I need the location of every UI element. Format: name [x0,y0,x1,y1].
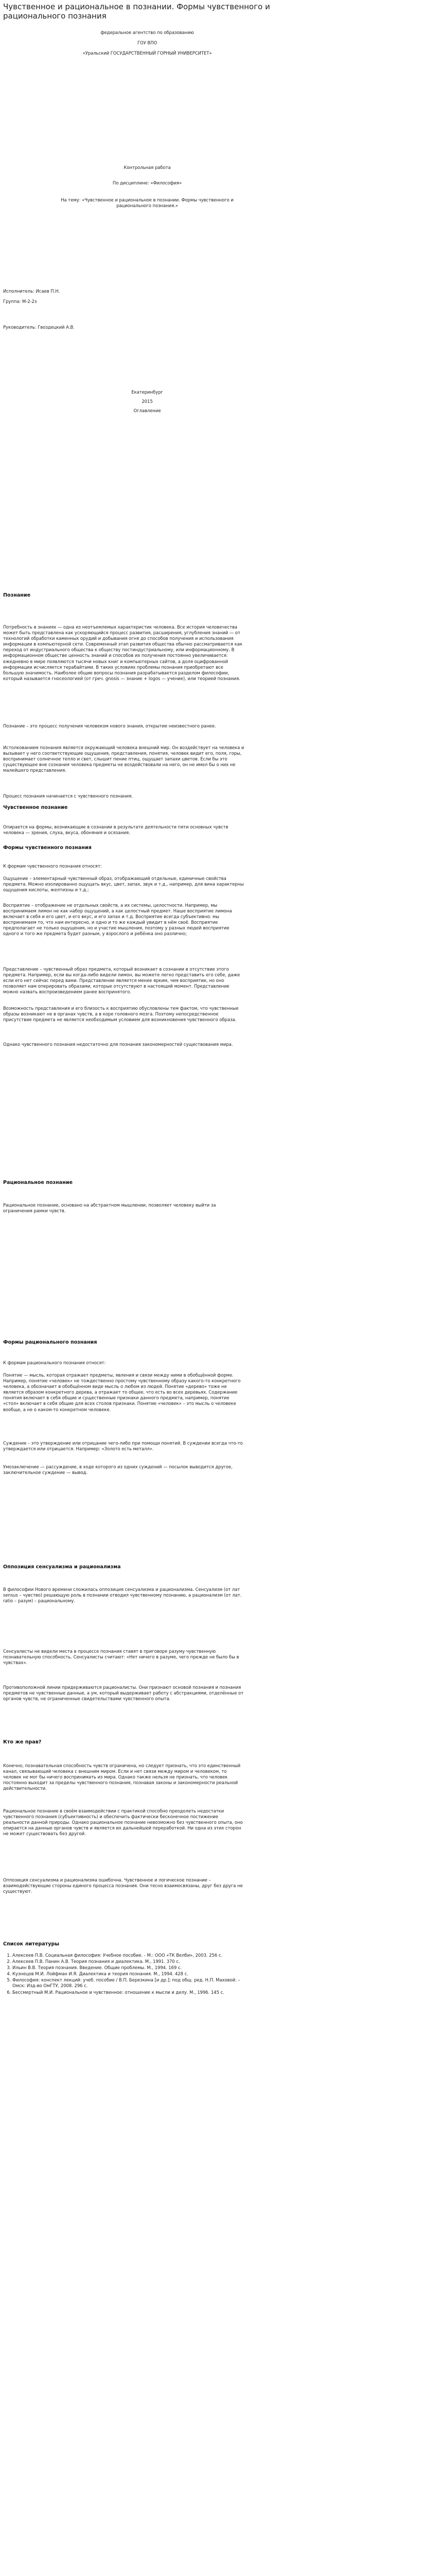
sensory-limit: Однако чувственного познания недостаточно для познания закономерностей существования мира. [3,1042,233,1047]
literature-item: 6. Бессмертный М.И. Рациональное и чувственное: отношение к мысли и делу. М., 1996. 145 с. [12,1990,254,1995]
intro-heading: Познание [3,592,31,598]
conclusion-paragraph-3: Оппозиция сенсуализма и рационализма ошибочна. Чувственное и логическое познание – взаимодействующие стороны единого процесса познания. Они тесно взаимосвязаны, друг без друга не существуют. [3,1877,243,1894]
literature-item: 3. Ильин В.В. Теория познания. Введение. Общие проблемы. М., 1994. 169 с. [12,1965,254,1971]
literature-item: 1. Алексеев П.В. Социальная философия: Учебное пособие. - М.: ООО «ТК Велби», 2003. 256 с. [12,1953,254,1958]
literature-item: 2. Алексеев П.В. Панин А.В. Теория познания и диалектика. М., 1991. 370 с. [12,1959,254,1964]
debate-heading: Оппозиция сенсуализма и рационализма [3,1564,121,1570]
conclusion-paragraph-1: Конечно, познавательная способность чувств ограничена, но следует признать, что это единственный канал, связывающий человека с внешним миром. Если и нет связи между миром и человеком, то человек не мог бы ничего воспринимать из мира. Однако также нельзя не признать, что человек постоянно выходит за пределы чувственного познания, познавая законы и закономерности реальной действительности. [3,1763,241,1791]
cover-group: Группа: М-2-2з [3,299,37,304]
rational-forms-heading: Формы рационального познания [3,1340,97,1345]
conclusion-heading: Кто же прав? [3,1739,42,1745]
cover-executor: Исполнитель: Исаев П.Н. [3,289,60,294]
cover-agency: федеральное агентство по образованию [100,30,194,35]
rational-heading: Рациональное познание [3,1180,73,1185]
rational-inference: Умозаключение — рассуждение, в ходе которого из одних суждений — посылок выводится другое, заключительное суждение — вывод. [3,1464,233,1476]
sensory-forms-intro: К формам чувственного познания относят: [3,863,102,869]
cover-supervisor: Руководитель: Гвоздецкий А.В. [3,325,75,330]
cover-org: ГОУ ВПО [137,40,158,45]
rational-judgment: Суждение – это утверждение или отрицание чего-либо при помощи понятий. В суждении всегда что-то утверждается или отрицается. Например: «Золото есть металл». [3,1440,243,1452]
intro-paragraph-4: Процесс познания начинается с чувственного познания. [3,793,133,799]
page-title: Чувственное и рациональное в познании. Формы чувственного и рационального познания [3,2,270,21]
rational-paragraph-1: Рациональное познание, основано на абстрактном мышлении, позволяет человеку выйти за ограничения рамки чувств. [3,1202,216,1214]
literature-item: 5. Философия: конспект лекций: учеб. пособие / В.П. Березкина [и др.]; под общ. ред. Н.П. Маховой. – Омск: Изд-во ОмГТУ, 2008. 296 с. [12,1977,254,1989]
sensory-possibility: Возможность представления и его близость к восприятию обусловлены тем фактом, что чувственные образы возникают не в органах чувств, а в коре головного мозга. Поэтому непосредственное присутствие предмета не является необходимым условием для возникновения чувственного образа. [3,1006,239,1023]
conclusion-paragraph-2: Рациональное познание в своём взаимодействии с практикой способно преодолеть недостатки чувственного познания (субъективность) и обеспечить фактически бесконечное постижение реальности данной природы. Однако рациональное познание невозможно без чувственного опыта, оно опирается на данные органов чувств и является их дальнейшей переработкой. Ни одна из этих сторон не может существовать без другой. [3,1808,243,1837]
debate-paragraph-1: В философии Нового времени сложилась оппозиция сенсуализма и рационализма. Сенсуализм (от лат sensus – чувство) решающую роль в познании отводил чувственному познанию, а рационализм (от лат. ratio – разум) – рациональному. [3,1587,242,1604]
cover-year: 2015 [142,399,153,404]
cover-work-type: Контрольная работа [124,165,171,170]
cover-toc: Оглавление [133,408,161,413]
literature-list [3,1953,254,1996]
literature-item: 4. Кузнецов М.И. Лойфман И.Я. Диалектика и теория познания. М., 1994. 428 с. [12,1971,254,1977]
sensory-representation: Представление – чувственный образ предмета, который возникает в сознании в отсутствие этого предмета. Например, если вы когда-либо видели лимон, вы можете легко представить его себе, даже если его нет сейчас перед вами. Представление является менее ярким, чем восприятие, но оно позволяет нам оперировать образами, которые отсутствуют в настоящий момент. Представление можно назвать воспроизведением ранее воспринятого. [3,967,240,995]
intro-paragraph-2: Познание – это процесс получения человеком нового знания, открытие неизвестного ранее. [3,723,216,728]
debate-paragraph-3: Противоположной линии придерживаются рационалисты. Они признают основой познания и познания предметов не чувственные данные, а ум, который выдерживает работу с абстракциями, отделённые от органов чувств, не ограниченные свидетельствами чувственного опыта. [3,1685,243,1702]
rational-concept: Понятие — мысль, которая отражает предметы, явления и связи между ними в обобщённой форме. Например, понятие «человек» не тождественно простому чувственному образу какого-то конкретного человека, а обозначает в обобщённом виде мысль о любом из людей. Понятие «дерево» тоже не является образом конкретного дерева, а отражает то общее, что есть во всех деревьях. Содержание понятия включает в себя общие и существенные признаки данного предмета, например, понятие «стол» включает в себя общие для всех столов признаки. Понятие «человек» – это мысль о человеке вообще, а не о каком-то конкретном человеке. [3,1372,241,1412]
sensory-heading: Чувственное познание [3,805,68,810]
rational-forms-intro: К формам рационального познания относят: [3,1360,106,1365]
cover-topic: На тему: «Чувственное и рациональное в познании. Формы чувственного и рационального познания.» [61,197,234,209]
cover-university: «Уральский ГОСУДАРСТВЕННЫЙ ГОРНЫЙ УНИВЕРСИТЕТ» [82,50,212,56]
sensory-forms-heading: Формы чувственного познания [3,845,92,851]
cover-discipline: По дисциплине: «Философия» [112,180,182,185]
intro-paragraph-1: Потребность в знаниях — одна из неотъемлемых характеристик человека. Все история человечества может быть представлена как ускоряющийся процесс развития, расширения, углубления знаний — от технологий обработки каменных орудий и добывания огня до способов получения и использования информации в компьютерной сети. Современный этап развития общества обычно рассматривается как переход от индустриального общества к обществу постиндустриальному, или информационному. В информационном обществе ценность знаний и способов их получения постоянно увеличивается: ежедневно в мире появляются тысячи новых книг и компьютерных сайтов, а доля оцифрованной информации исчисляется терабайтами. В таких условиях проблемы познания приобретают все большую значимость. Наиболее общие вопросы познания разрабатывается разделом философии, который называется гносеологией (от греч. gnosis — знание + logos — учение), или теорией познания. [3,624,242,681]
literature-heading: Список литературы [3,1941,60,1947]
intro-paragraph-3: Истолкованием познания является окружающий человека внешний мир. Он воздействует на человека и вызывает у него соответствующие ощущения, представления, понятия, человек видит его, поля, горы, воспринимает солнечное тепло и свет, слышит пение птиц, ощущает запахи цветов. Если бы это существующее вне сознания человека предметы не воздействовали на него, он не имел бы о них не малейшего представления. [3,745,245,773]
sensory-sensation: Ощущение – элементарный чувственный образ, отображающий отдельные, единичные свойства предмета. Можно изолированно ощущать вкус, цвет, запах, звук и т.д., например, для вина характерны ощущения кислоты, желтизны и т.д.; [3,876,244,893]
sensory-perception: Восприятие – отображение не отдельных свойств, а их системы, целостности. Например, мы воспринимаем лимон не как набор ощущений, а как целостный предмет. Наше восприятие лимона включает в себя и его цвет, и его вкус, и его запах и т.д. Восприятие всегда субъективно: мы воспринимаем то, что нам интересно, и одно и то же каждый увидит в нём своё. Восприятие предполагает не только ощущения, но и участие мышления, поэтому у разных людей восприятие одного и того же предмета будет разным, у взрослого и ребёнка оно различно; [3,903,232,937]
sensory-paragraph-1: Опирается на формы, возникающие в сознании в результате деятельности пяти основных чувств человека — зрения, слуха, вкуса, обоняния и осязания. [3,824,229,836]
cover-city: Екатеринбург [131,389,163,395]
debate-paragraph-2: Сенсуалисты не видели места в процессе познания ставят в приговоре разуму чувственную познавательную способность. Сенсуалисты считают: «Нет ничего в разуме, чего прежде не было бы в чувствах». [3,1649,239,1666]
